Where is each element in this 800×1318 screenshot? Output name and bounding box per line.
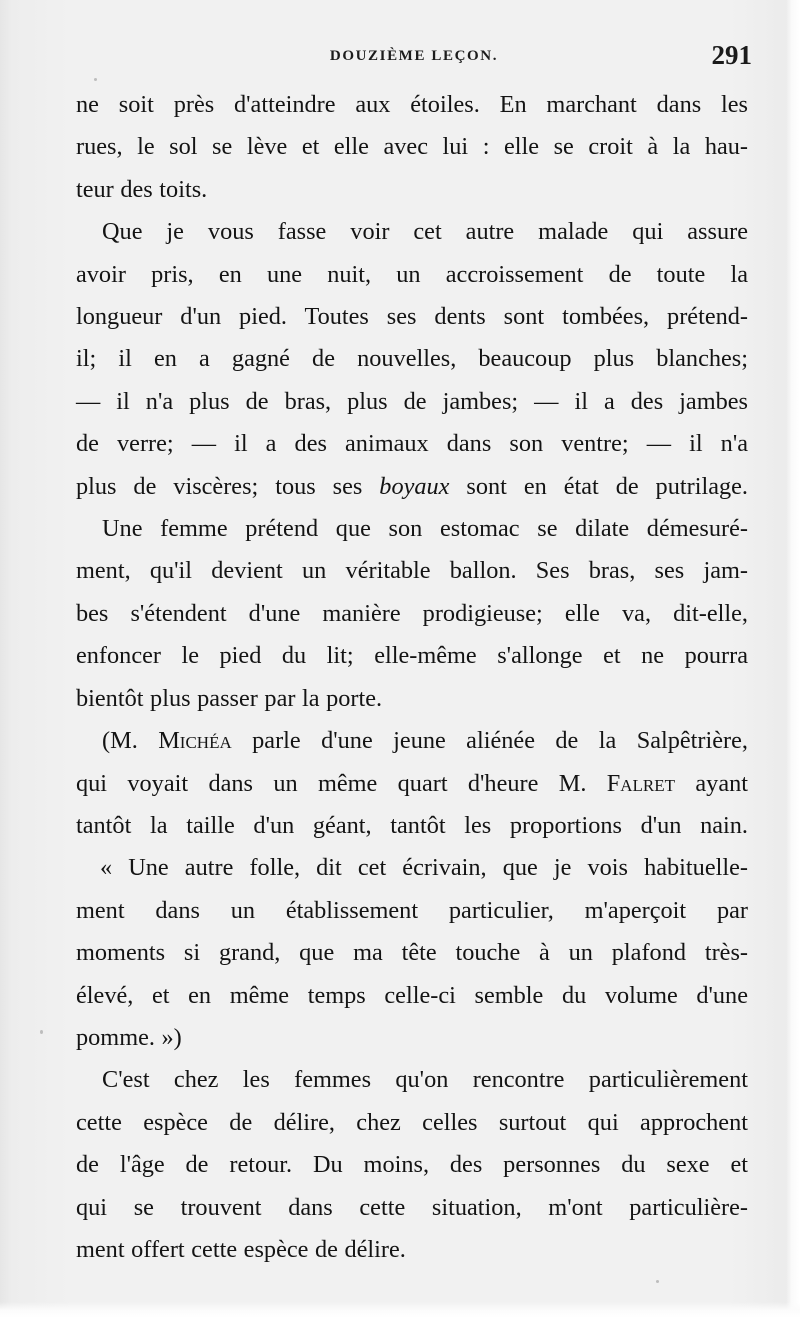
paragraph-5-quote <box>76 847 748 1059</box>
text-line: de verre; — il a des animaux dans son ventre; — il n'a <box>76 430 748 458</box>
text-line-mixed <box>76 466 748 508</box>
text-line: avoir pris, en une nuit, un accroissement de toute la <box>76 260 748 288</box>
text-line: enfoncer le pied du lit; elle-même s'allonge et ne pourra <box>76 642 748 670</box>
paper-speck <box>40 1030 43 1034</box>
page-number: 291 <box>711 40 752 70</box>
text-line: rues, le sol se lève et elle avec lui : elle se croit à la hau- <box>76 133 748 161</box>
text-line: « Une autre folle, dit cet écrivain, que je vois habituelle- <box>100 854 748 882</box>
text-line: C'est chez les femmes qu'on rencontre particulièrement <box>102 1066 748 1094</box>
text-segment: qui voyait dans un même quart d'heure M. <box>76 769 607 797</box>
text-line: — il n'a plus de bras, plus de jambes; — il a des jambes <box>76 387 748 415</box>
paper-speck <box>94 78 97 81</box>
paragraph-4 <box>76 720 748 847</box>
text-line-mixed <box>76 763 748 805</box>
italic-word: boyaux <box>379 472 450 500</box>
text-segment: plus de viscères; tous ses <box>76 472 380 500</box>
text-segment: sont en état de putrilage. <box>449 472 748 500</box>
text-line: longueur d'un pied. Toutes ses dents sont tombées, prétend- <box>76 303 748 331</box>
text-segment: ayant <box>675 769 748 797</box>
text-line: teur des toits. <box>76 175 208 203</box>
text-line: pomme. ») <box>76 1023 182 1051</box>
paragraph-2 <box>76 211 748 508</box>
text-line: bientôt plus passer par la porte. <box>76 684 383 712</box>
author-name-michea: Michéa <box>158 727 232 755</box>
page-edge-right <box>786 0 800 1318</box>
paragraph-1 <box>76 84 748 211</box>
text-line: Que je vous fasse voir cet autre malade qui assure <box>102 218 748 246</box>
text-line: cette espèce de délire, chez celles surtout qui approchent <box>76 1108 748 1136</box>
paragraph-3 <box>76 508 748 720</box>
text-line: ment, qu'il devient un véritable ballon. Ses bras, ses jam- <box>76 557 748 585</box>
text-line: ne soit près d'atteindre aux étoiles. En marchant dans les <box>76 91 748 118</box>
paper-speck <box>656 1280 659 1283</box>
text-line: qui se trouvent dans cette situation, m'ont particulière- <box>76 1193 748 1221</box>
running-head: DOUZIÈME LEÇON. <box>329 48 499 64</box>
text-line: bes s'étendent d'une manière prodigieuse; elle va, dit-elle, <box>76 599 748 627</box>
text-line: moments si grand, que ma tête touche à un plafond très- <box>76 939 748 967</box>
text-line: il; il en a gagné de nouvelles, beaucoup plus blanches; <box>76 345 748 373</box>
text-line: Une femme prétend que son estomac se dilate démesuré- <box>102 515 748 543</box>
paragraph-6 <box>76 1059 748 1271</box>
author-name-falret: Falret <box>606 769 676 797</box>
page-header <box>76 40 752 74</box>
text-segment: (M. <box>102 727 159 755</box>
page-edge-bottom <box>0 1302 800 1318</box>
text-line-mixed <box>76 720 748 762</box>
text-line: de l'âge de retour. Du moins, des personnes du sexe et <box>76 1151 748 1179</box>
text-line: élevé, et en même temps celle-ci semble du volume d'une <box>76 981 748 1009</box>
text-segment: parle d'une jeune aliénée de la Salpêtrière, <box>231 727 748 755</box>
text-line: tantôt la taille d'un géant, tantôt les proportions d'un nain. <box>76 811 748 839</box>
page-body <box>76 84 748 1271</box>
text-line: ment offert cette espèce de délire. <box>76 1235 406 1263</box>
text-line: ment dans un établissement particulier, m'aperçoit par <box>76 896 748 924</box>
